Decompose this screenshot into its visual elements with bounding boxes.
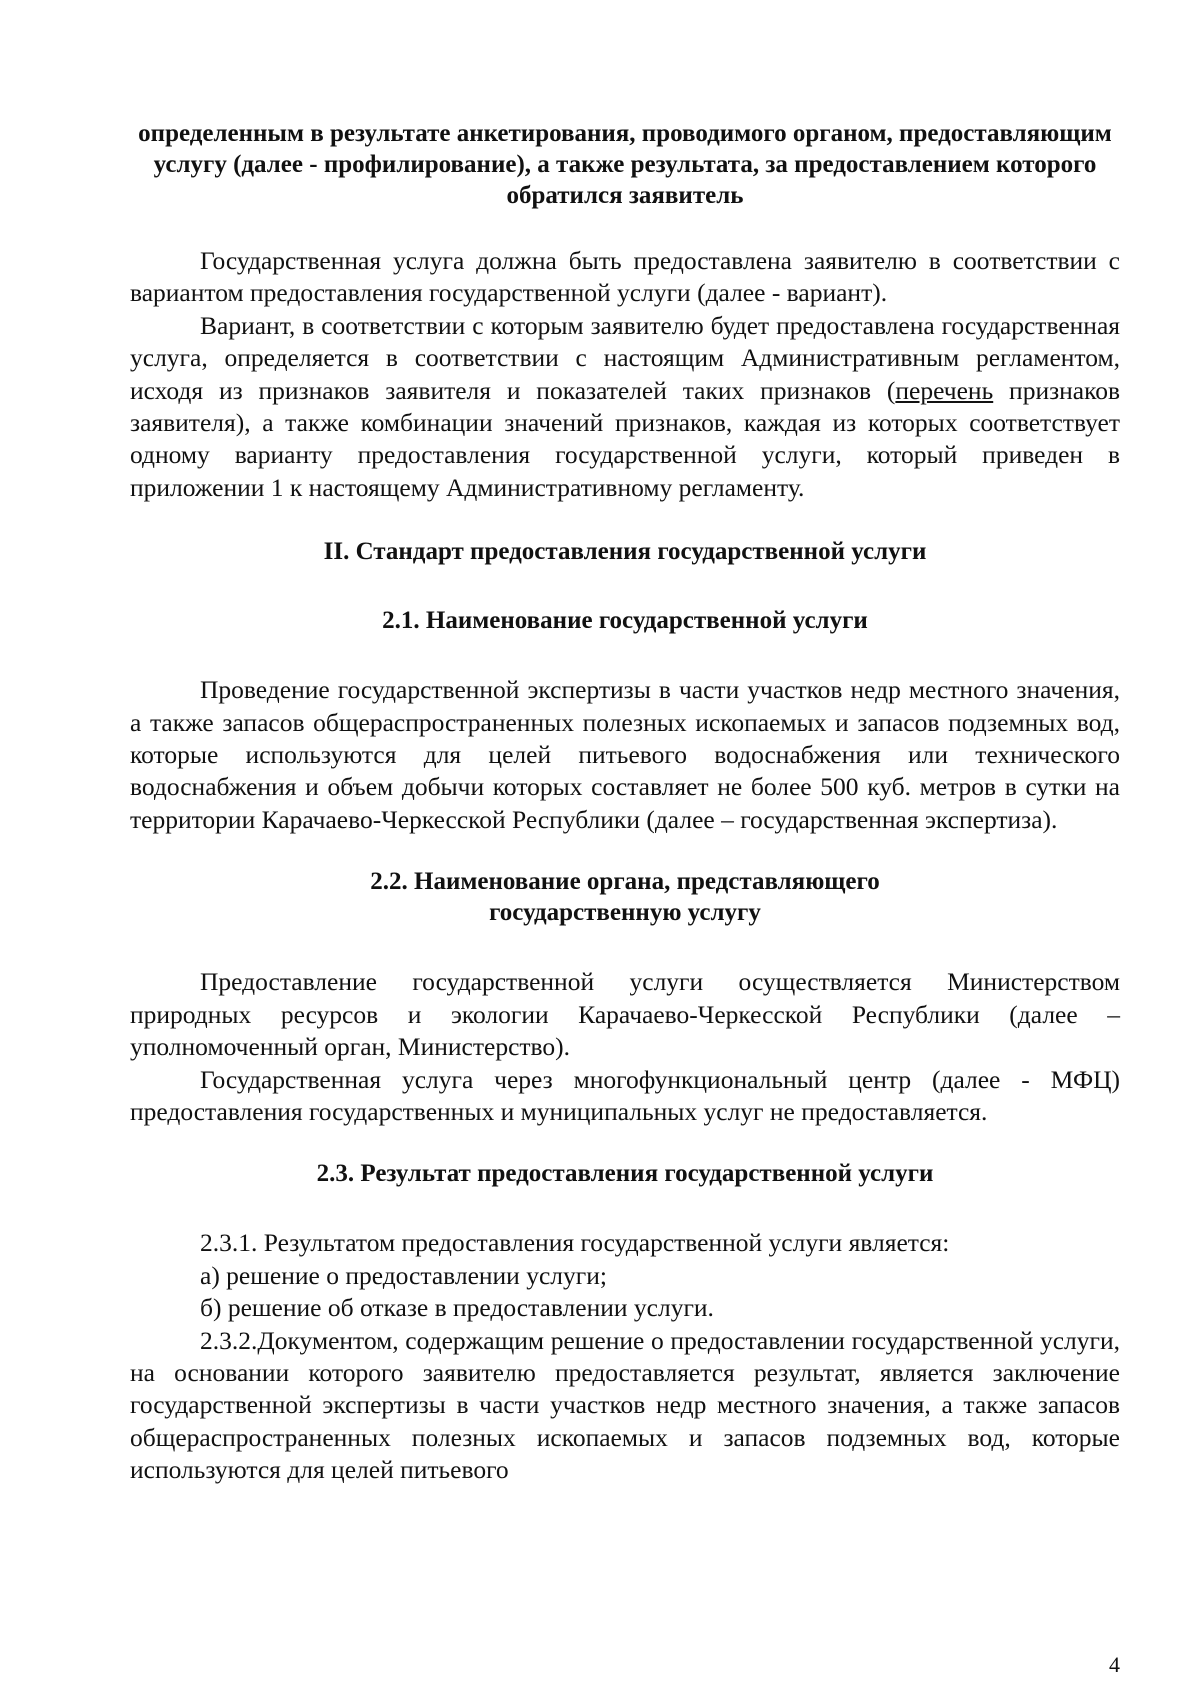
intro-paragraph-2-start: Вариант, в соответствии с которым заявителю будет предоставлена государственная услуга, определяется в соответствии с настоящим Административным регламентом, исходя из признаков заявителя и показателей таких признаков ( <box>130 310 1120 405</box>
subsection-2-3-paragraph-2: 2.3.2.Документом, содержащим решение о предоставлении государственной услуги, на основании которого заявителю предоставляется результат, является заключение государственной экспертизы в части участков недр местного значения, а также запасов общераспространенных полезных ископаемых и запасов подземных вод, которые используются для целей питьевого <box>130 1325 1120 1485</box>
subsection-2-1-title: 2.1. Наименование государственной услуги <box>382 607 868 635</box>
section-title: II. Стандарт предоставления государственной услуги <box>323 538 927 566</box>
subsection-2-1-paragraph: Проведение государственной экспертизы в части участков недр местного значения, а также запасов общераспространенных полезных ископаемых и запасов подземных вод, которые используются для целей питьевого водоснабжения или технического водоснабжения и объем добычи которых составляет не более 500 куб. метров в сутки на территории Карачаево-Черкесской Республики (далее – государственная экспертиза). <box>130 675 1120 834</box>
subsection-2-2-title-line2: государственную услугу <box>489 899 761 927</box>
subsection-2-3-item-a: а) решение о предоставлении услуги; <box>200 1260 607 1290</box>
page-number: 4 <box>1109 1652 1120 1677</box>
subsection-2-3-paragraph-1: 2.3.1. Результатом предоставления государственной услуги является: <box>200 1228 950 1258</box>
subsection-2-2-paragraph-2: Государственная услуга через многофункциональный центр (далее - МФЦ) предоставления государственных и муниципальных услуг не предоставляется. <box>130 1064 1120 1126</box>
subsection-2-2-paragraph-1: Предоставление государственной услуги осуществляется Министерством природных ресурсов и экологии Карачаево-Черкесской Республики (далее – уполномоченный орган, Министерство). <box>130 967 1120 1062</box>
intro-paragraph-2-end: признаков заявителя), а также комбинации значений признаков, каждая из которых соответствует одному варианту предоставления государственной услуги, который приведен в приложении 1 к настоящему Административному регламенту. <box>130 375 1121 502</box>
intro-paragraph-1: Государственная услуга должна быть предоставлена заявителю в соответствии с вариантом предоставления государственной услуги (далее - вариант). <box>130 246 1120 308</box>
subsection-2-2-title-line1: 2.2. Наименование органа, представляющего <box>370 868 880 896</box>
list-link[interactable]: перечень <box>895 375 994 405</box>
page-content <box>130 118 1120 1487</box>
intro-heading: определенным в результате анкетирования, проводимого органом, предоставляющим услугу (далее - профилирование), а также результата, за предоставлением которого обратился заявитель <box>138 120 1112 209</box>
intro-paragraph-2 <box>130 310 1120 504</box>
subsection-2-3-item-b: б) решение об отказе в предоставлении услуги. <box>200 1293 714 1323</box>
subsection-2-3-title: 2.3. Результат предоставления государственной услуги <box>316 1160 934 1188</box>
